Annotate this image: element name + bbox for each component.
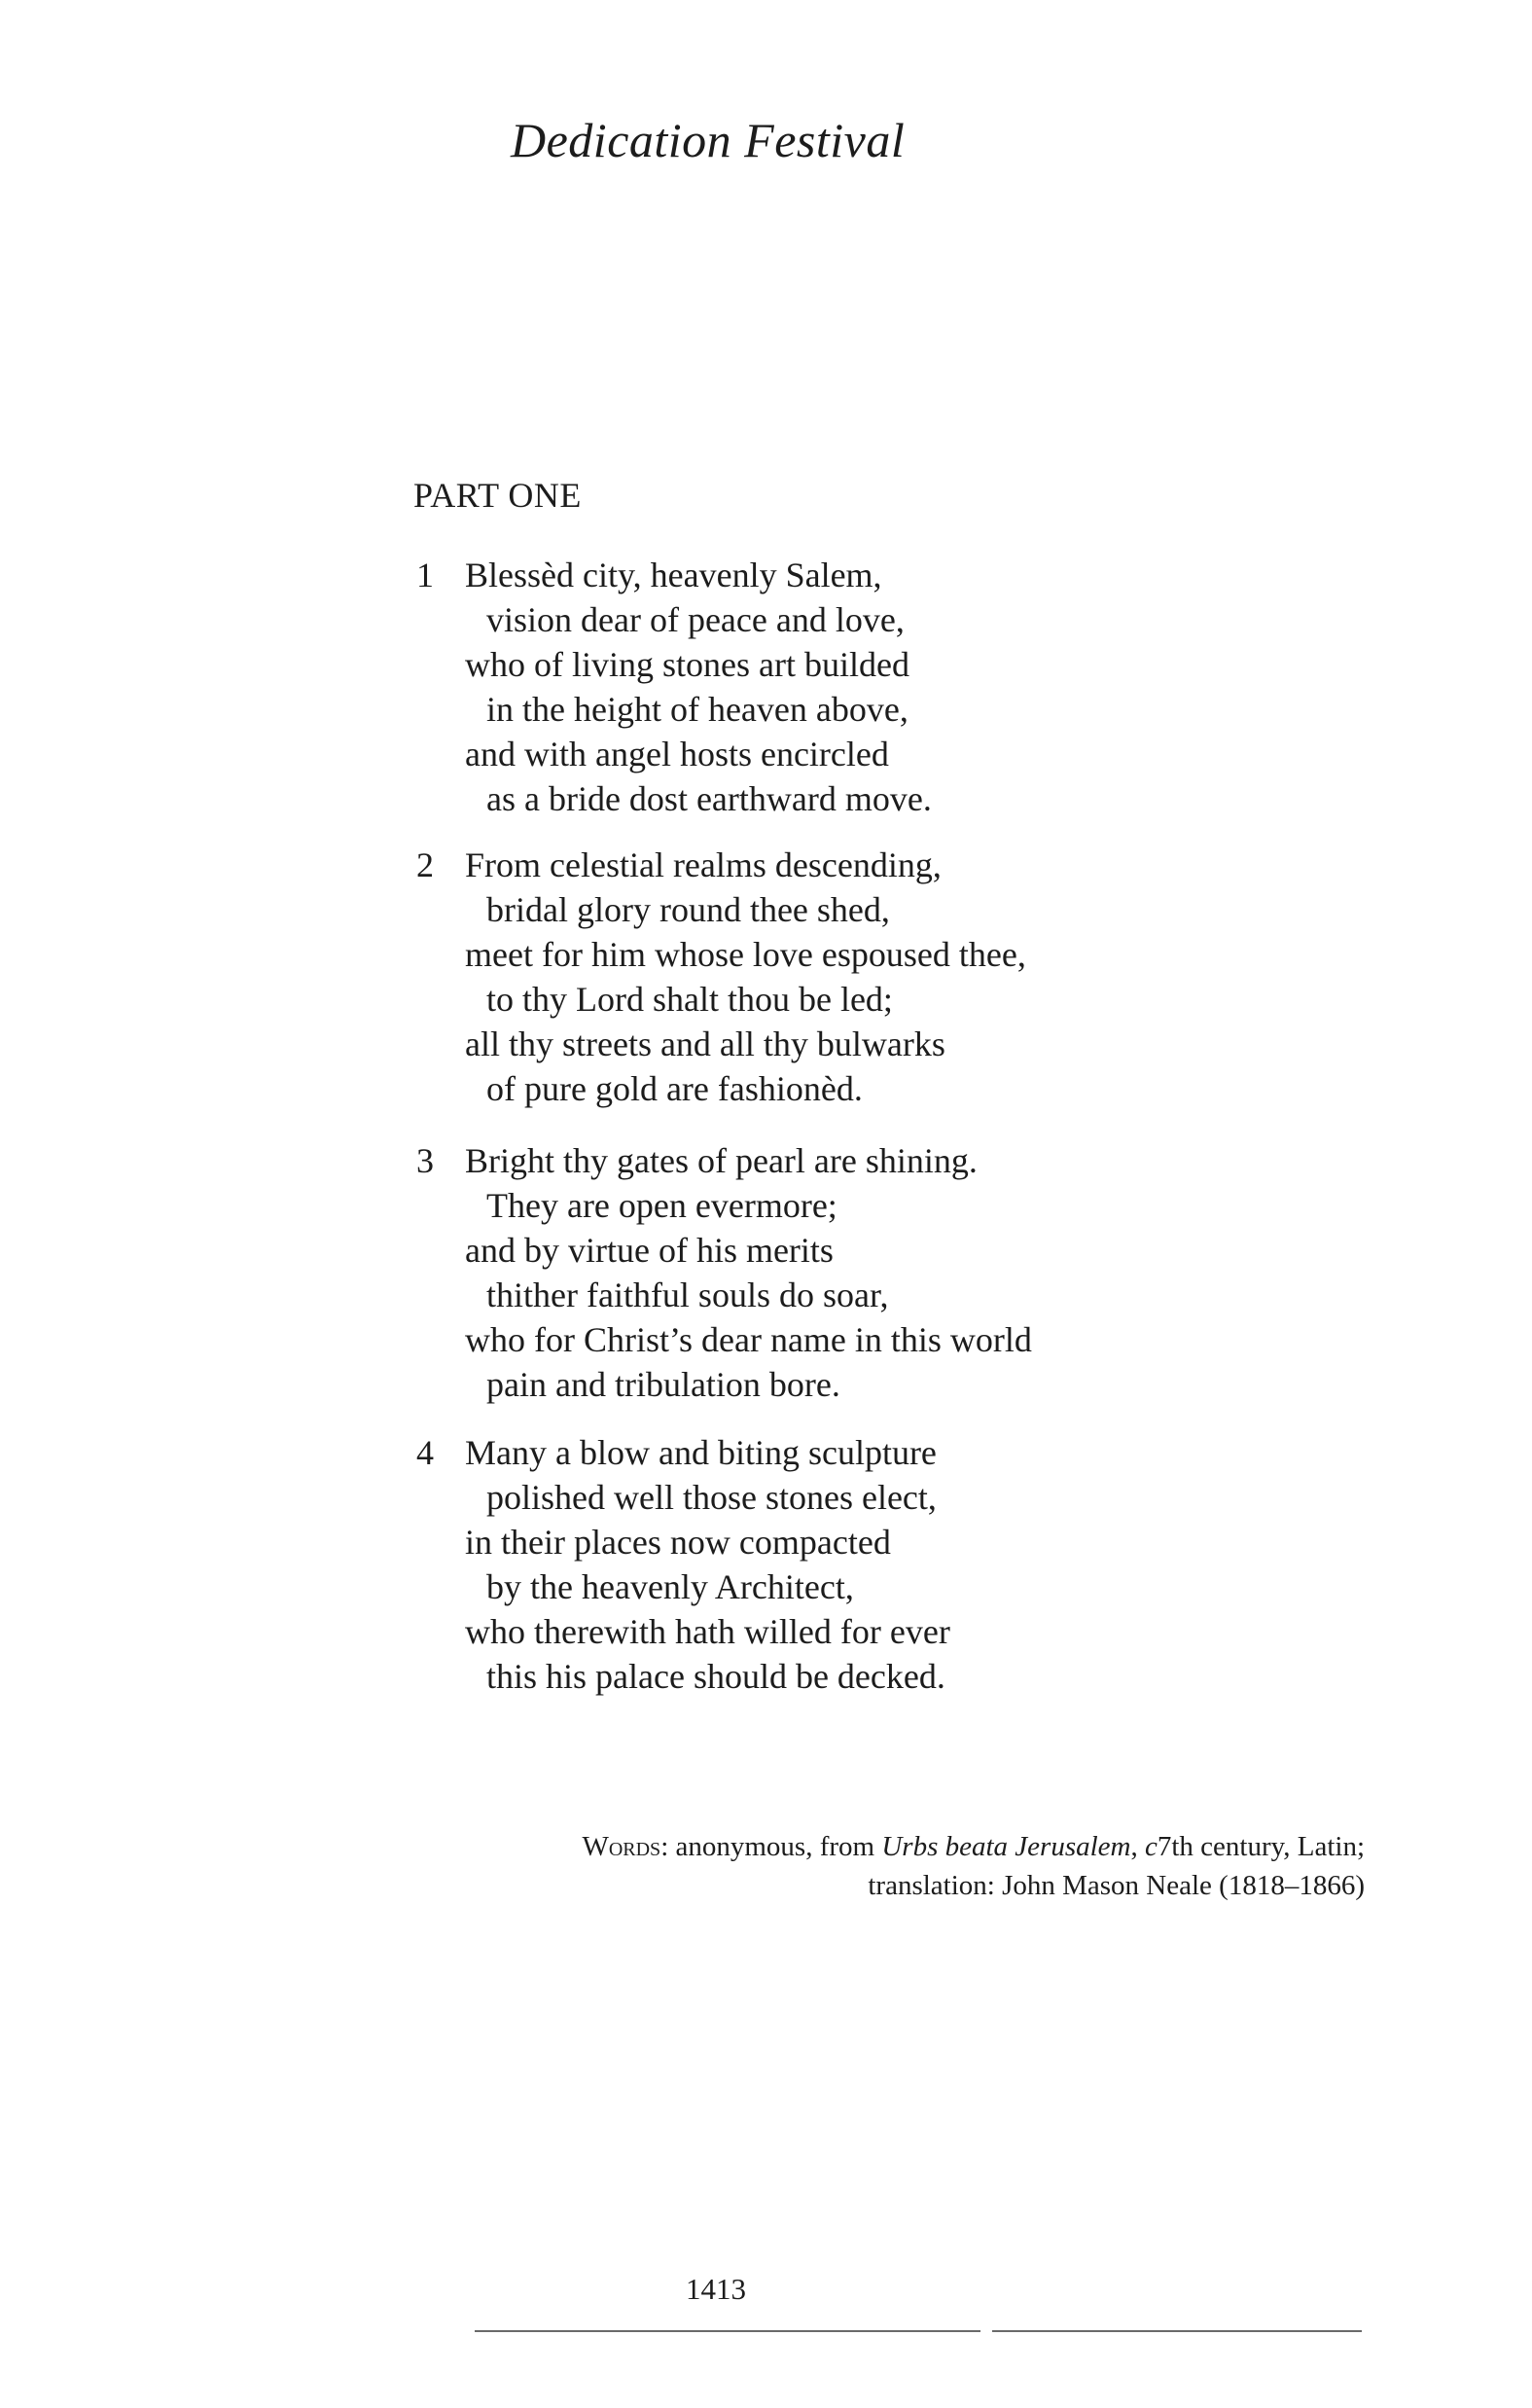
verse-line: Many a blow and biting sculpture: [465, 1433, 937, 1472]
verse-line: who for Christ’s dear name in this world: [465, 1320, 1032, 1359]
credits-words-post: 7th century, Latin;: [1157, 1831, 1365, 1862]
credits-translation-line: translation: John Mason Neale (1818–1866): [868, 1870, 1365, 1901]
verse-lines: [465, 843, 1026, 1111]
verse-number: 4: [416, 1433, 434, 1472]
verse-line: as a bride dost earthward move.: [486, 779, 932, 818]
verse-line: They are open evermore;: [486, 1186, 837, 1225]
credits-circa: c: [1144, 1831, 1158, 1862]
verse-number: 1: [416, 556, 434, 594]
page-number: 1413: [686, 2272, 746, 2306]
credits: [582, 1827, 1365, 1905]
verse-line: bridal glory round thee shed,: [486, 890, 890, 929]
verse-line: all thy streets and all thy bulwarks: [465, 1024, 945, 1063]
verse-line: by the heavenly Architect,: [486, 1567, 854, 1606]
page-title: Dedication Festival: [511, 113, 906, 167]
verse-lines: [465, 1138, 1032, 1407]
verse-line: polished well those stones elect,: [486, 1478, 937, 1517]
verse-line: this his palace should be decked.: [486, 1657, 945, 1696]
verse-number: 2: [416, 845, 434, 884]
verse-line: to thy Lord shalt thou be led;: [486, 980, 893, 1019]
verse-line: From celestial realms descending,: [465, 845, 942, 884]
credits-words-pre: : anonymous, from: [660, 1831, 882, 1862]
verse-number: 3: [416, 1141, 434, 1180]
verse-line: thither faithful souls do soar,: [486, 1276, 889, 1314]
footer-rule-right: [992, 2330, 1362, 2332]
verse-line: Bright thy gates of pearl are shining.: [465, 1141, 978, 1180]
verse-lines: [465, 553, 932, 821]
credits-date-pre: ,: [1130, 1831, 1145, 1862]
credits-words-label: Words: [582, 1831, 661, 1862]
verse-line: in the height of heaven above,: [486, 690, 909, 729]
footer-rule-left: [475, 2330, 980, 2332]
verse-lines: [465, 1430, 950, 1699]
verse-line: pain and tribulation bore.: [486, 1365, 840, 1404]
verse-line: who of living stones art builded: [465, 645, 909, 684]
verse-line: who therewith hath willed for ever: [465, 1612, 950, 1651]
part-heading: PART ONE: [413, 476, 582, 515]
verse-line: Blessèd city, heavenly Salem,: [465, 556, 882, 594]
verse-line: and with angel hosts encircled: [465, 735, 889, 773]
verse-line: vision dear of peace and love,: [486, 600, 905, 639]
verse-line: meet for him whose love espoused thee,: [465, 935, 1026, 974]
verse-line: of pure gold are fashionèd.: [486, 1069, 863, 1108]
verse-line: and by virtue of his merits: [465, 1231, 834, 1270]
credits-words-line: [582, 1827, 1365, 1866]
verse-line: in their places now compacted: [465, 1523, 891, 1562]
credits-source-title: Urbs beata Jerusalem: [881, 1831, 1131, 1862]
